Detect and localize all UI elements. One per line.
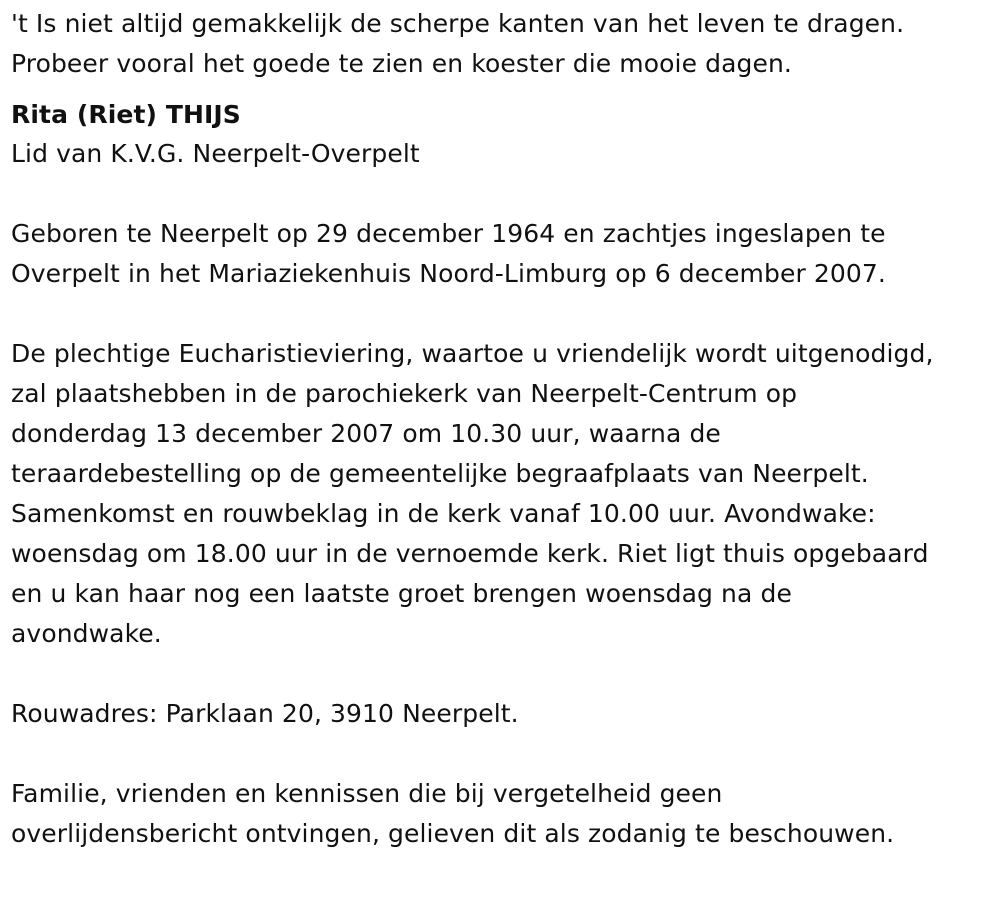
membership-text: Lid van K.V.G. Neerpelt-Overpelt: [11, 139, 420, 168]
paragraph-gap: [11, 654, 993, 694]
deceased-name: Rita (Riet) THIJS: [11, 100, 241, 129]
ceremony-line: woensdag om 18.00 uur in de vernoemde kerk. Riet ligt thuis opgebaard: [11, 539, 929, 568]
paragraph-gap: [11, 294, 993, 334]
motto-block: [11, 4, 993, 84]
motto-line-1: 't Is niet altijd gemakkelijk de scherpe kanten van het leven te dragen.: [11, 9, 905, 38]
obituary-notice: [11, 4, 993, 854]
ceremony-line: zal plaatshebben in de parochiekerk van Neerpelt-Centrum op: [11, 379, 798, 408]
ceremony-line: teraardebestelling op de gemeentelijke begraafplaats van Neerpelt.: [11, 459, 869, 488]
ceremony-line: en u kan haar nog een laatste groet brengen woensdag na de: [11, 579, 792, 608]
mourning-address: Rouwadres: Parklaan 20, 3910 Neerpelt.: [11, 699, 519, 728]
closing-line-1: Familie, vrienden en kennissen die bij vergetelheid geen: [11, 779, 723, 808]
birth-death-line-1: Geboren te Neerpelt op 29 december 1964 en zachtjes ingeslapen te: [11, 219, 886, 248]
ceremony-line: avondwake.: [11, 619, 162, 648]
ceremony-line: Samenkomst en rouwbeklag in de kerk vanaf 10.00 uur. Avondwake:: [11, 499, 876, 528]
closing-line-2: overlijdensbericht ontvingen, gelieven dit als zodanig te beschouwen.: [11, 819, 895, 848]
paragraph-gap: [11, 174, 993, 214]
ceremony-paragraph: [11, 334, 993, 654]
birth-death-line-2: Overpelt in het Mariaziekenhuis Noord-Limburg op 6 december 2007.: [11, 259, 886, 288]
birth-death-paragraph: [11, 214, 993, 294]
ceremony-line: De plechtige Eucharistieviering, waartoe u vriendelijk wordt uitgenodigd,: [11, 339, 934, 368]
motto-line-2: Probeer vooral het goede te zien en koester die mooie dagen.: [11, 49, 792, 78]
closing-paragraph: [11, 774, 993, 854]
ceremony-line: donderdag 13 december 2007 om 10.30 uur, waarna de: [11, 419, 721, 448]
paragraph-gap: [11, 734, 993, 774]
